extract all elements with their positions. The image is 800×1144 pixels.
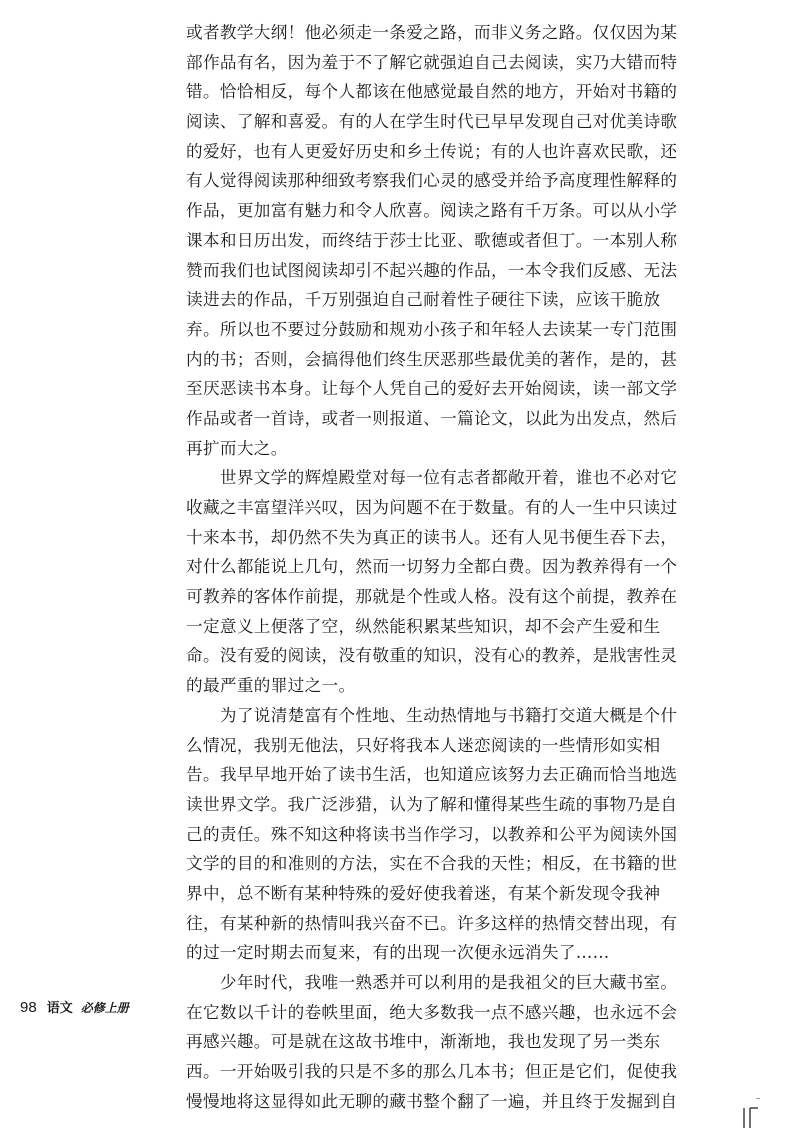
text-line: 部作品有名，因为羞于不了解它就强迫自己去阅读，实乃大错而特 [186,52,678,72]
text-line: 的爱好，也有人更爱好历史和乡土传说；有的人也许喜欢民歌，还 [186,141,678,161]
text-line: 告。我早早地开始了读书生活，也知道应该努力去正确而恰当地选 [186,765,678,785]
text-line: 么情况，我别无他法，只好将我本人迷恋阅读的一些情形如实相 [186,735,661,755]
text-line: 赞而我们也试图阅读却引不起兴趣的作品，一本令我们反感、无法 [186,260,678,280]
text-line: 作品，更加富有魅力和令人欣喜。阅读之路有千万条。可以从小学 [186,201,678,221]
text-line: 界中，总不断有某种特殊的爱好使我着迷，有某个新发现令我神 [186,883,661,903]
text-line: 至厌恶读书本身。让每个人凭自己的爱好去开始阅读，读一部文学 [186,379,678,399]
text-line: 读世界文学。我广泛涉猎，认为了解和懂得某些生疏的事物乃是自 [186,794,678,814]
text-line: 世界文学的辉煌殿堂对每一位有志者都敞开着，谁也不必对它 [186,468,678,488]
text-line: 命。没有爱的阅读，没有敬重的知识，没有心的教养，是戕害性灵 [186,646,678,666]
volume-label: 必修上册 [80,1001,129,1015]
text-line: 一定意义上便落了空，纵然能积累某些知识，却不会产生爱和生 [186,616,661,636]
text-line: 文学的目的和准则的方法，实在不合我的天性；相反，在书籍的世 [186,854,678,874]
text-line: 阅读、了解和喜爱。有的人在学生时代已早早发现自己对优美诗歌 [186,112,678,132]
text-line: 的最严重的罪过之一。 [186,676,356,696]
text-line: 课本和日历出发，而终结于莎士比亚、歌德或者但丁。一本别人称 [186,230,678,250]
page-number: 98 [20,999,37,1016]
text-line: 有人觉得阅读那种细致考察我们心灵的感受并给予高度理性解释的 [186,171,678,191]
text-line: 慢慢地将这显得如此无聊的藏书整个翻了一遍，并且终于发掘到自 [186,1091,678,1111]
text-line: 再扩而大之。 [186,438,288,458]
text-line: 的过一定时期去而复来，有的出现一次便永远消失了…… [186,943,610,963]
book-title: 语文 [46,1001,73,1016]
text-line: 往，有某种新的热情叫我兴奋不已。许多这样的热情交替出现，有 [186,913,678,933]
text-line: 收藏之丰富望洋兴叹，因为问题不在于数量。有的人一生中只读过 [186,498,678,517]
text-line: 少年时代，我唯一熟悉并可以利用的是我祖父的巨大藏书室。 [186,973,678,992]
text-line: 错。恰恰相反，每个人都该在他感觉最自然的地方，开始对书籍的 [186,82,678,102]
text-line: 可教养的客体作前提，那就是个性或人格。没有这个前提，教养在 [186,587,678,607]
text-line: 在它数以千计的卷帙里面，绝大多数我一点不感兴趣，也永远不会 [186,1002,678,1022]
corner-mark-icon [736,1098,766,1128]
text-line: 己的责任。殊不知这种将读书当作学习，以教养和公平为阅读外国 [186,824,678,844]
text-line: 西。一开始吸引我的只是不多的那么几本书；但正是它们，促使我 [186,1062,678,1082]
page-footer [20,997,129,1016]
text-line: 十来本书，却仍然不失为真正的读书人。还有人见书便生吞下去， [186,527,678,547]
text-line: 再感兴趣。可是就在这故书堆中，渐渐地，我也发现了另一类东 [186,1032,661,1052]
text-line: 为了说清楚富有个性地、生动热情地与书籍打交道大概是个什 [186,705,678,725]
text-line: 对什么都能说上几句，然而一切努力全都白费。因为教养得有一个 [186,557,678,577]
text-line: 读进去的作品，千万别强迫自己耐着性子硬往下读，应该干脆放 [186,290,661,310]
body-text [186,18,690,1116]
text-line: 或者教学大纲！他必须走一条爱之路，而非义务之路。仅仅因为某 [186,23,678,42]
text-line: 作品或者一首诗，或者一则报道、一篇论文，以此为出发点，然后 [186,408,678,428]
text-line: 弃。所以也不要过分鼓励和规劝小孩子和年轻人去读某一专门范围 [186,319,678,339]
text-line: 内的书；否则，会搞得他们终生厌恶那些最优美的著作，是的，甚 [186,349,678,369]
